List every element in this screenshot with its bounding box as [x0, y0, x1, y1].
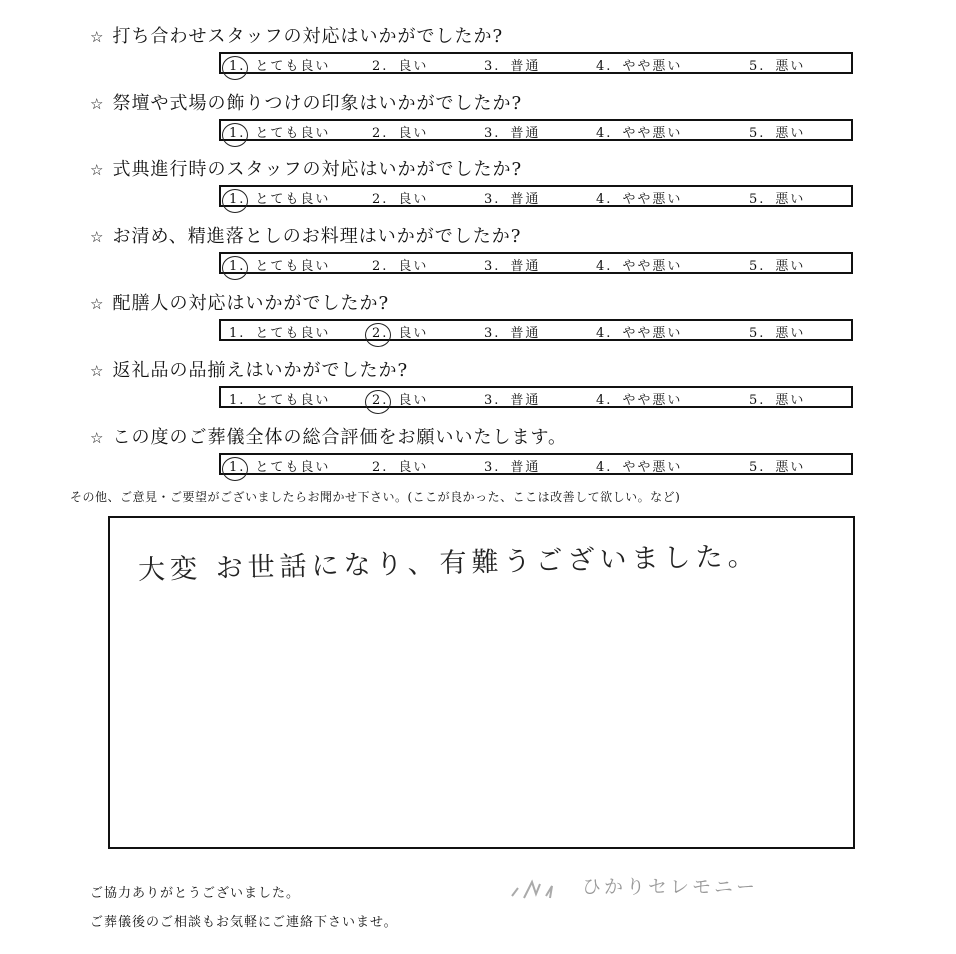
option-label: 普通	[510, 192, 541, 207]
option-number: 3.	[484, 326, 501, 341]
option-number: 1.	[229, 326, 246, 341]
option-label: やや悪い	[622, 126, 683, 141]
rating-option-4[interactable]	[596, 255, 682, 274]
rating-options-1	[219, 52, 853, 74]
option-label: 普通	[510, 393, 541, 408]
rating-option-1[interactable]	[229, 322, 330, 341]
option-label: 普通	[510, 126, 541, 141]
question-text: 式典進行時のスタッフの対応はいかがでしたか?	[112, 159, 523, 180]
selected-circle-mark	[222, 256, 248, 280]
option-label: とても良い	[255, 393, 331, 408]
option-label: とても良い	[255, 192, 331, 207]
rating-option-5[interactable]	[749, 456, 805, 475]
rating-option-5[interactable]	[749, 188, 805, 207]
rating-option-4[interactable]	[596, 389, 682, 408]
rating-option-4[interactable]	[596, 188, 682, 207]
option-number: 5.	[749, 259, 766, 274]
selected-circle-mark	[365, 390, 391, 414]
option-number: 1.	[229, 192, 245, 207]
rating-option-3[interactable]	[484, 322, 540, 341]
option-label: 良い	[398, 460, 429, 475]
option-number: 5.	[749, 460, 766, 475]
rating-option-2[interactable]	[372, 389, 428, 408]
rating-option-5[interactable]	[749, 322, 805, 341]
rating-option-2[interactable]	[372, 122, 428, 141]
rating-options-3	[219, 185, 853, 207]
option-number: 3.	[484, 192, 501, 207]
star-icon: ☆	[90, 95, 105, 113]
question-5	[90, 289, 389, 315]
rating-option-4[interactable]	[596, 55, 682, 74]
option-label: やや悪い	[622, 192, 683, 207]
option-number: 5.	[749, 326, 766, 341]
rating-option-3[interactable]	[484, 255, 540, 274]
selected-circle-mark	[365, 323, 391, 347]
option-label: とても良い	[255, 259, 331, 274]
signature-scribble-icon	[510, 876, 570, 900]
option-label: やや悪い	[622, 460, 683, 475]
option-number: 3.	[484, 259, 501, 274]
selected-circle-mark	[222, 457, 248, 481]
option-number: 2.	[372, 460, 389, 475]
rating-option-1[interactable]	[229, 255, 330, 274]
option-number: 4.	[596, 460, 613, 475]
option-number: 5.	[749, 192, 766, 207]
option-label: とても良い	[255, 126, 331, 141]
question-text: 配膳人の対応はいかがでしたか?	[112, 293, 390, 314]
star-icon: ☆	[90, 28, 105, 46]
option-number: 1.	[229, 259, 245, 274]
handwritten-comment: 大変 お世話になり、有難うございました。	[137, 540, 760, 586]
option-number: 5.	[749, 393, 766, 408]
option-label: やや悪い	[622, 259, 683, 274]
rating-option-4[interactable]	[596, 456, 682, 475]
option-number: 4.	[596, 59, 613, 74]
option-number: 4.	[596, 192, 613, 207]
option-label: とても良い	[255, 59, 331, 74]
rating-option-4[interactable]	[596, 322, 682, 341]
option-number: 5.	[749, 126, 766, 141]
question-4	[90, 222, 521, 248]
rating-option-1[interactable]	[229, 122, 330, 141]
option-label: 良い	[398, 192, 429, 207]
rating-options-7	[219, 453, 853, 475]
question-3	[90, 155, 522, 181]
rating-option-5[interactable]	[749, 255, 805, 274]
selected-circle-mark	[222, 123, 248, 147]
option-label: 良い	[398, 393, 429, 408]
option-number: 2.	[372, 326, 388, 341]
question-text: お清め、精進落としのお料理はいかがでしたか?	[112, 226, 522, 247]
option-label: 良い	[398, 59, 429, 74]
option-label: 悪い	[775, 259, 806, 274]
option-number: 4.	[596, 326, 613, 341]
question-text: 打ち合わせスタッフの対応はいかがでしたか?	[112, 26, 504, 47]
rating-option-3[interactable]	[484, 456, 540, 475]
option-label: 良い	[398, 326, 429, 341]
rating-option-1[interactable]	[229, 389, 330, 408]
question-2	[90, 89, 522, 115]
option-label: やや悪い	[622, 326, 683, 341]
option-label: とても良い	[255, 460, 331, 475]
option-label: 悪い	[775, 393, 806, 408]
option-number: 2.	[372, 126, 389, 141]
option-number: 1.	[229, 393, 246, 408]
option-number: 1.	[229, 126, 245, 141]
rating-options-2	[219, 119, 853, 141]
rating-option-2[interactable]	[372, 255, 428, 274]
rating-option-3[interactable]	[484, 122, 540, 141]
comment-prompt: その他、ご意見・ご要望がございましたらお聞かせ下さい。(ここが良かった、ここは改善して欲しい。など)	[70, 490, 681, 504]
rating-option-2[interactable]	[372, 55, 428, 74]
question-text: 返礼品の品揃えはいかがでしたか?	[112, 360, 409, 381]
rating-option-2[interactable]	[372, 456, 428, 475]
signature-text: ひかりセレモニー	[582, 876, 759, 898]
option-label: 悪い	[775, 59, 806, 74]
selected-circle-mark	[222, 189, 248, 213]
option-number: 5.	[749, 59, 766, 74]
option-number: 2.	[372, 259, 389, 274]
option-number: 2.	[372, 59, 389, 74]
question-1	[90, 22, 503, 48]
rating-option-5[interactable]	[749, 389, 805, 408]
star-icon: ☆	[90, 295, 105, 313]
option-label: 普通	[510, 259, 541, 274]
option-label: 良い	[398, 126, 429, 141]
question-text: この度のご葬儀全体の総合評価をお願いいたします。	[112, 427, 568, 448]
rating-options-6	[219, 386, 853, 408]
option-label: 普通	[510, 460, 541, 475]
option-label: やや悪い	[622, 59, 683, 74]
option-label: とても良い	[255, 326, 331, 341]
rating-options-4	[219, 252, 853, 274]
signature	[510, 872, 758, 900]
option-label: 良い	[398, 259, 429, 274]
option-label: 悪い	[775, 326, 806, 341]
star-icon: ☆	[90, 429, 105, 447]
option-number: 4.	[596, 393, 613, 408]
rating-option-3[interactable]	[484, 55, 540, 74]
selected-circle-mark	[222, 56, 248, 80]
rating-option-5[interactable]	[749, 122, 805, 141]
option-number: 4.	[596, 126, 613, 141]
option-number: 2.	[372, 393, 388, 408]
question-text: 祭壇や式場の飾りつけの印象はいかがでしたか?	[112, 93, 523, 114]
option-label: 普通	[510, 326, 541, 341]
question-7	[90, 423, 567, 449]
option-label: やや悪い	[622, 393, 683, 408]
option-label: 悪い	[775, 126, 806, 141]
star-icon: ☆	[90, 362, 105, 380]
option-number: 1.	[229, 460, 245, 475]
option-number: 4.	[596, 259, 613, 274]
rating-option-1[interactable]	[229, 456, 330, 475]
option-label: 普通	[510, 59, 541, 74]
option-number: 3.	[484, 393, 501, 408]
rating-option-1[interactable]	[229, 55, 330, 74]
option-number: 3.	[484, 59, 501, 74]
rating-option-2[interactable]	[372, 188, 428, 207]
option-label: 悪い	[775, 192, 806, 207]
footer-thanks: ご協力ありがとうございました。	[90, 886, 301, 901]
rating-option-1[interactable]	[229, 188, 330, 207]
rating-option-4[interactable]	[596, 122, 682, 141]
option-number: 1.	[229, 59, 245, 74]
option-number: 3.	[484, 126, 501, 141]
comment-box[interactable]	[108, 516, 855, 849]
footer-contact: ご葬儀後のご相談もお気軽にご連絡下さいませ。	[90, 915, 398, 930]
rating-option-5[interactable]	[749, 55, 805, 74]
option-number: 2.	[372, 192, 389, 207]
rating-options-5	[219, 319, 853, 341]
option-number: 3.	[484, 460, 501, 475]
rating-option-3[interactable]	[484, 389, 540, 408]
star-icon: ☆	[90, 161, 105, 179]
option-label: 悪い	[775, 460, 806, 475]
star-icon: ☆	[90, 228, 105, 246]
rating-option-2[interactable]	[372, 322, 428, 341]
rating-option-3[interactable]	[484, 188, 540, 207]
question-6	[90, 356, 408, 382]
